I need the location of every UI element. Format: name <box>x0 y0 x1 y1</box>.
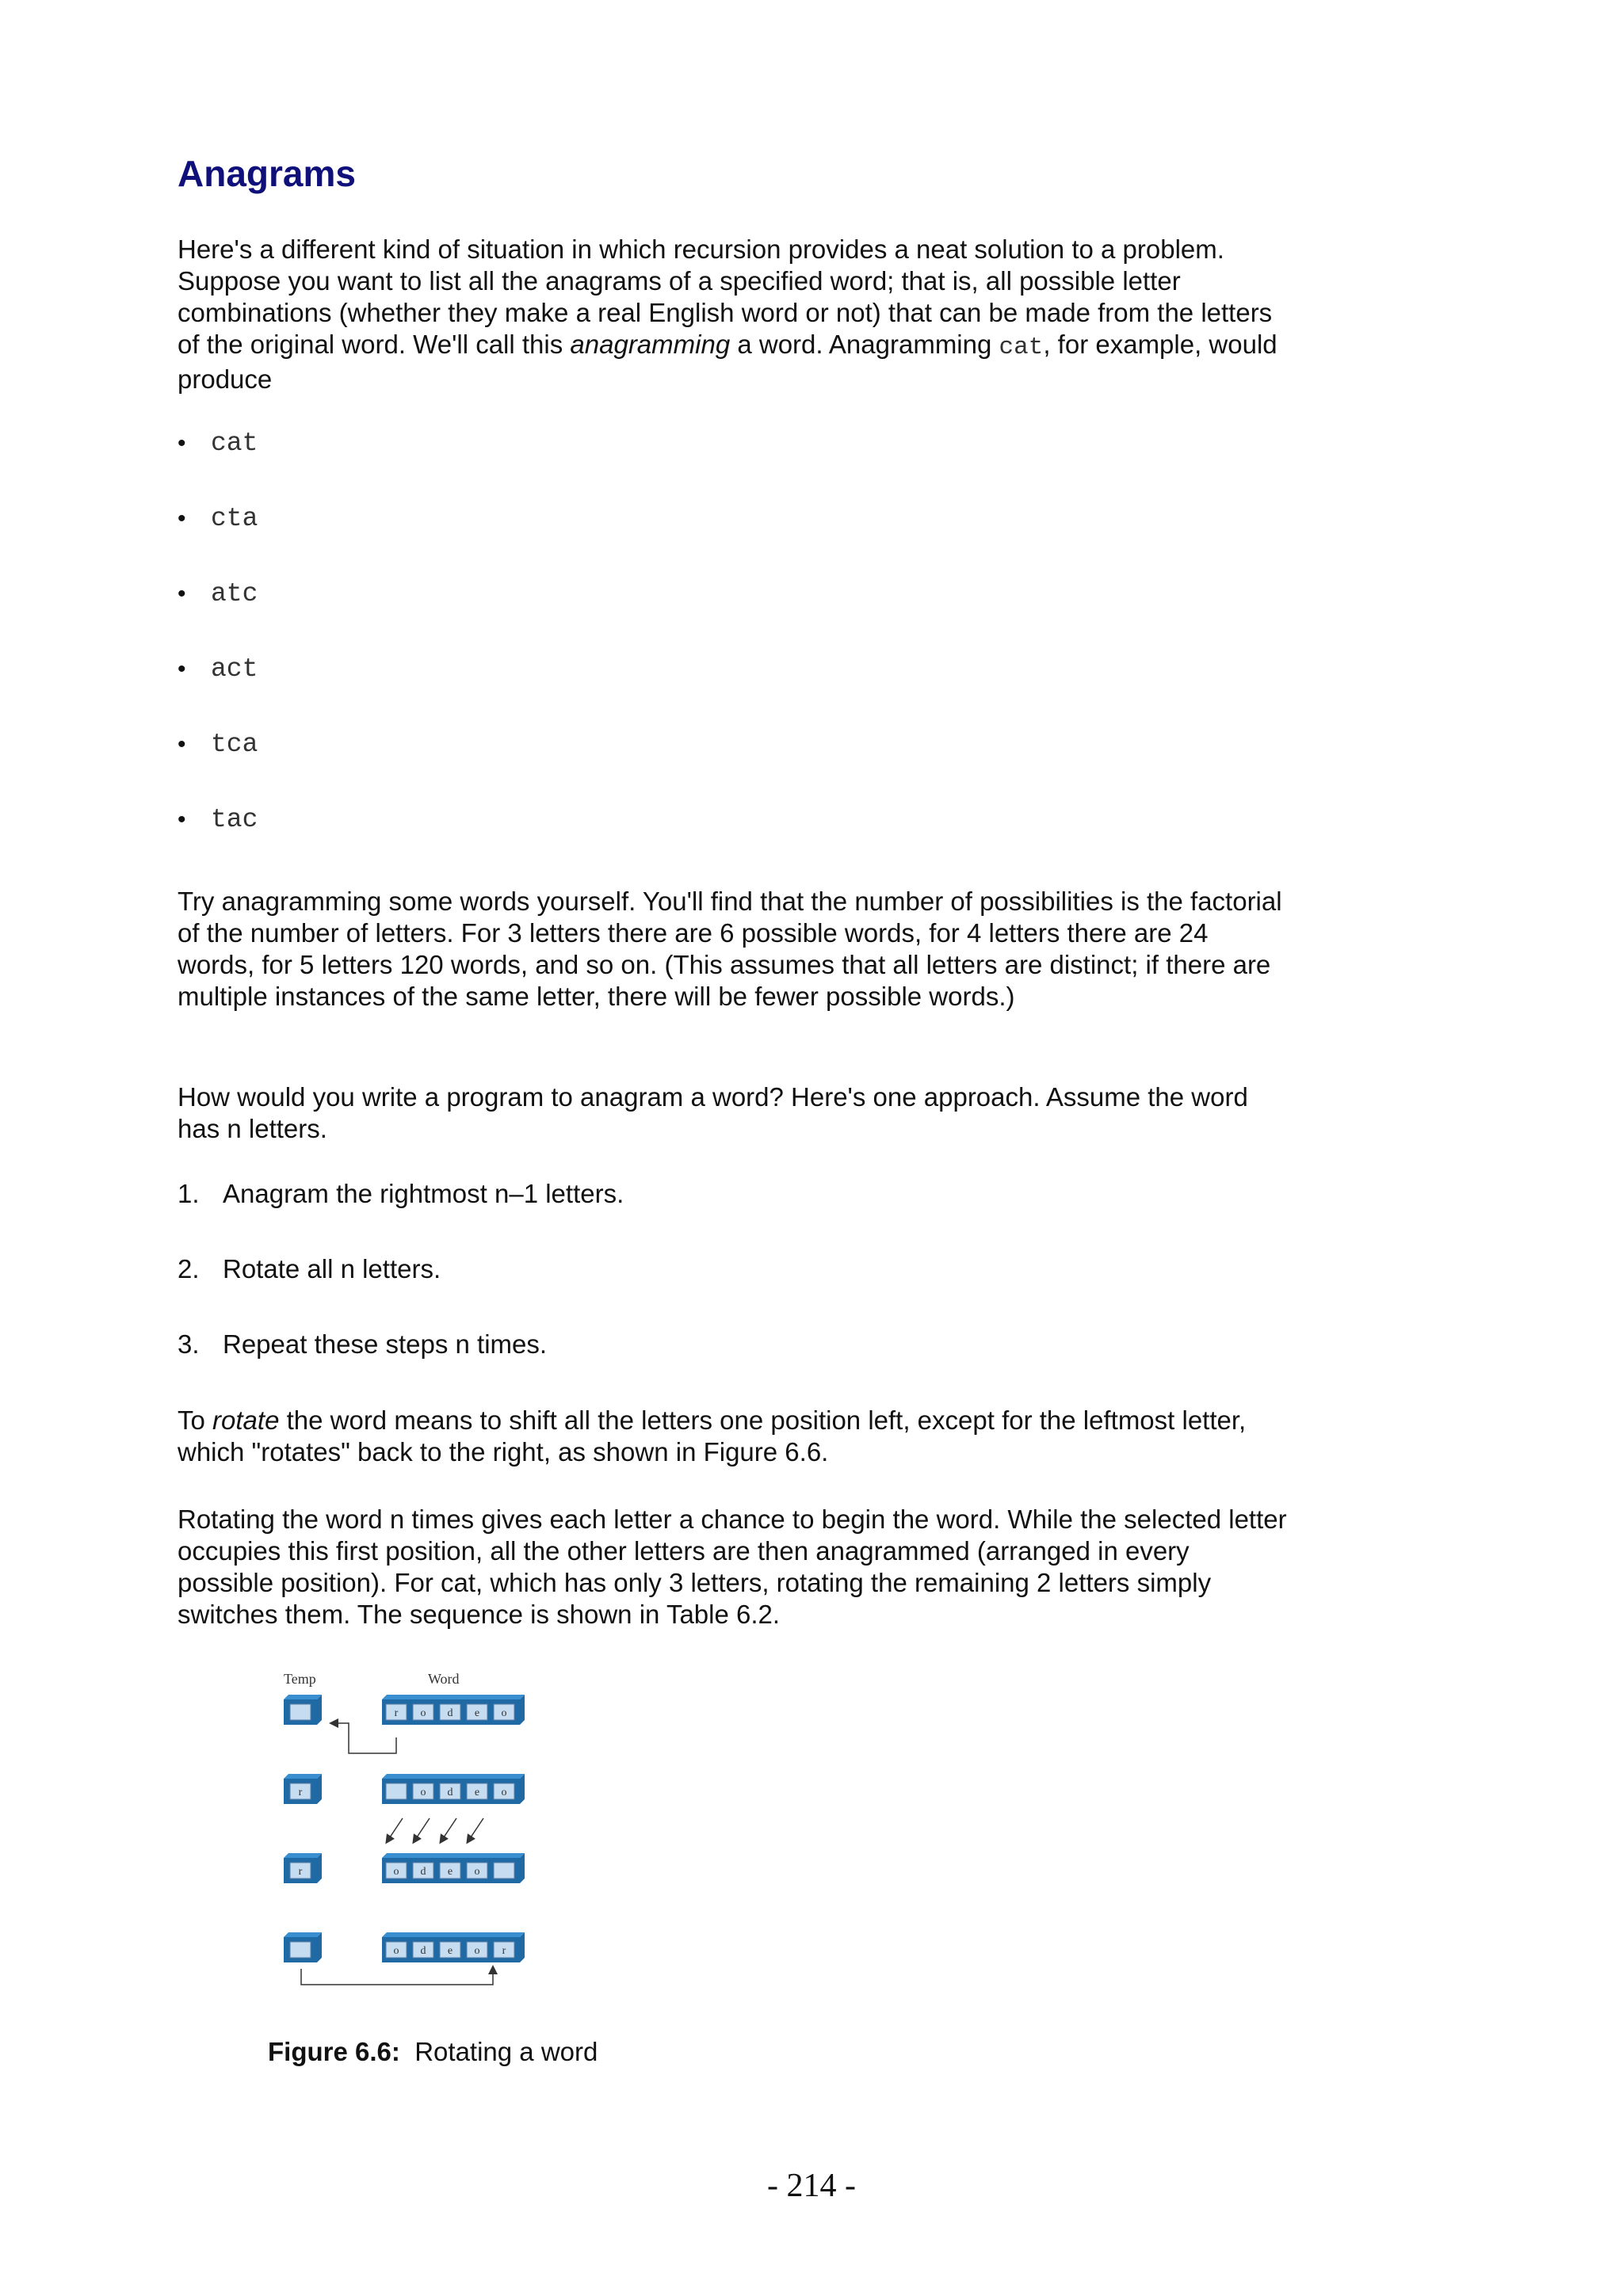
letter-text: o <box>393 1945 399 1957</box>
return-arrow <box>301 1967 493 1985</box>
word-label: Word <box>428 1671 460 1687</box>
factorial-paragraph: Try anagramming some words yourself. You'll find that the number of possibilities is the factorial of the number of letters. For 3 letters there are 6 possible words, for 4 letters there are 24 words, for 5 letters 120 words, and so on. (This assumes that all letters are distinct; if there are multiple instances of the same letter, there will be fewer possible words.) <box>178 887 1282 1011</box>
word-box-top <box>382 1774 525 1779</box>
shift-arrow <box>468 1818 483 1842</box>
steps-list <box>178 1178 624 1404</box>
intro-paragraph: Here's a different kind of situation in which recursion provides a neat solution to a problem. Suppose you want to list all the anagrams of a specified word; that is, all possible letter combinations (whether they make a real English word or not) that can be made from the letters of the original word. We'll call this anagramming a word. Anagramming cat, for example, would produce <box>178 235 1277 394</box>
letter-text: e <box>474 1707 480 1719</box>
page-number: - 214 - <box>767 2168 856 2204</box>
letter-cell <box>386 1783 407 1799</box>
list-item: 2. Rotate all n letters. <box>178 1254 441 1283</box>
letter-text: d <box>447 1707 453 1719</box>
letter-text: e <box>447 1866 453 1878</box>
letter-text: o <box>501 1787 507 1798</box>
word-box-side <box>520 1695 525 1725</box>
list-item: • cta <box>178 504 258 533</box>
word-box-side <box>520 1932 525 1962</box>
letter-text: d <box>447 1787 453 1798</box>
letter-text: o <box>393 1866 399 1878</box>
letter-cell <box>290 1704 311 1720</box>
letter-cell <box>290 1942 311 1958</box>
letter-text: o <box>420 1787 426 1798</box>
temp-box-side <box>317 1932 322 1962</box>
word-box-top <box>382 1853 525 1858</box>
to-temp-arrow <box>331 1723 396 1753</box>
temp-box-top <box>284 1774 322 1779</box>
letter-text: d <box>420 1945 426 1957</box>
anagram-list <box>178 428 258 879</box>
letter-text: o <box>474 1945 480 1957</box>
letter-text: o <box>501 1707 507 1719</box>
temp-box-top <box>284 1695 322 1699</box>
shift-arrow <box>387 1818 403 1842</box>
figure-rows <box>284 1695 525 1962</box>
letter-text: e <box>447 1945 453 1957</box>
temp-box-side <box>317 1774 322 1804</box>
section-heading: Anagrams <box>178 153 356 194</box>
list-item: • tca <box>178 730 258 759</box>
sequence-paragraph: Rotating the word n times gives each letter a chance to begin the word. While the selected letter occupies this first position, all the other letters are then anagrammed (arranged in every possible position). For cat, which has only 3 letters, rotating the remaining 2 letters simply switches them. The sequence is shown in Table 6.2. <box>178 1505 1287 1629</box>
temp-box-top <box>284 1853 322 1858</box>
letter-text: r <box>394 1707 399 1719</box>
list-item: 1. Anagram the rightmost n–1 letters. <box>178 1179 624 1208</box>
word-box-top <box>382 1695 525 1699</box>
word-box-side <box>520 1774 525 1804</box>
shift-arrow <box>441 1818 456 1842</box>
rotate-paragraph: To rotate the word means to shift all the letters one position left, except for the leftmost letter, which "rotates" back to the right, as shown in Figure 6.6. <box>178 1405 1247 1466</box>
letter-text: o <box>474 1866 480 1878</box>
letter-cell <box>494 1863 514 1878</box>
word-box-top <box>382 1932 525 1937</box>
inline-code: cat <box>999 334 1044 361</box>
list-item: • cat <box>178 429 258 458</box>
temp-box-top <box>284 1932 322 1937</box>
shift-arrow <box>414 1818 430 1842</box>
temp-box-side <box>317 1695 322 1725</box>
letter-text: d <box>420 1866 426 1878</box>
list-item: • atc <box>178 579 258 608</box>
temp-box-side <box>317 1853 322 1883</box>
approach-paragraph: How would you write a program to anagram a word? Here's one approach. Assume the word has n letters. <box>178 1082 1248 1143</box>
letter-text: r <box>502 1945 506 1957</box>
list-item: • tac <box>178 805 258 834</box>
letter-text: e <box>474 1787 480 1798</box>
temp-label: Temp <box>284 1671 316 1687</box>
list-item: 3. Repeat these steps n times. <box>178 1329 548 1359</box>
letter-text: o <box>420 1707 426 1719</box>
list-item: • act <box>178 654 258 684</box>
figure-caption: Figure 6.6: Rotating a word <box>268 2037 598 2066</box>
word-box-side <box>520 1853 525 1883</box>
letter-text: r <box>298 1787 303 1798</box>
letter-text: r <box>298 1866 303 1878</box>
rotating-word-figure <box>277 1668 531 2000</box>
